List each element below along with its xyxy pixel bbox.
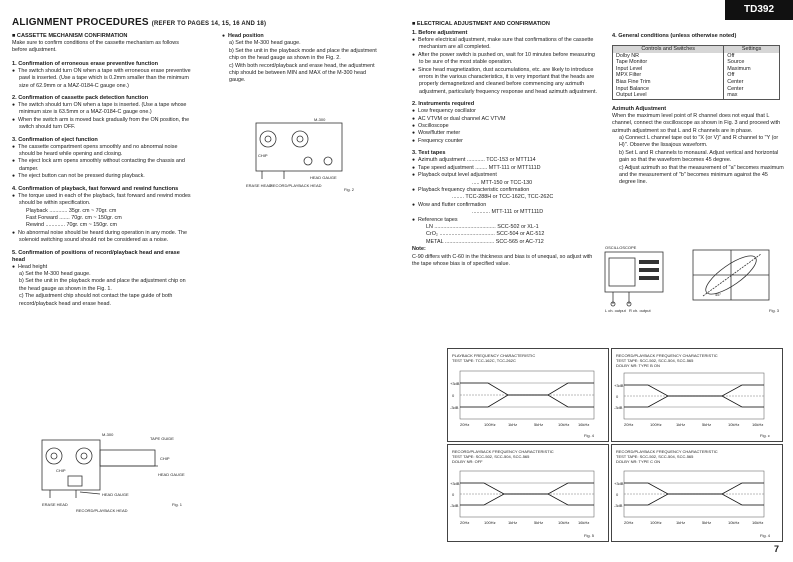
graph-caption: Fig. c (760, 433, 770, 438)
section-heading: 5. Confirmation of positions of record/playback head and erase head (12, 249, 180, 263)
table-row: Input Level Maximum (613, 66, 780, 73)
table-header: Controls and Switches (613, 46, 724, 53)
test-tape-cont: ............ MTT-111 or MTT111D (472, 209, 544, 216)
bullet: ● Before electrical adjustment, make sure that confirmations of the cassette mechanism are all completed. (412, 37, 600, 52)
x-tick: 16kHz (578, 520, 590, 525)
table-row: MPX Filter Off (613, 72, 780, 79)
bullet: ● When the switch arm is moved back gradually from the ON position, the switch should turn OFF. (12, 117, 192, 132)
x-tick: 100Hz (650, 422, 662, 427)
table-row: Tape Monitor Source (613, 59, 780, 66)
y-tick: -3dB (450, 405, 459, 410)
graph-svg (448, 445, 608, 541)
test-tape-item: ● Azimuth adjustment ............ TCC-153 or MTT114 (412, 157, 600, 164)
step-b: b) Set the unit in the playback mode and place the adjustment chip on the head gauge as shown in the Fig. 2. (229, 47, 377, 62)
note-heading: Note: (412, 246, 426, 253)
page-title: ALIGNMENT PROCEDURES (REFER TO PAGES 14, 15, 16 AND 18) (12, 17, 267, 28)
step-b: b) Set L and R channels to monaural. Adjust vertical and horizontal gain so that the waveform becomes 45 degree. (619, 149, 779, 164)
rp-head-label: RECORD/PLAYBACK HEAD (270, 183, 322, 188)
page-number: 7 (773, 544, 779, 554)
graph-svg (448, 349, 608, 441)
deg-label: 45° (715, 292, 722, 297)
bullet: ● The eject lock arm opens smoothly without contacting the chassis and damper. (12, 158, 192, 173)
column-mechanism (12, 33, 192, 308)
conditions-table (612, 45, 780, 100)
bullet: ● Head position (222, 33, 380, 40)
graph-subtitle: TEST TAPE: SCC-502, SCC-504, SCC-565 (616, 454, 694, 459)
test-tape-item: ● Wow and flutter confirmation (412, 202, 600, 209)
graph-subtitle: DOLBY NR: TYPE C ON (616, 459, 661, 464)
head-gauge-label: HEAD GAUGE (102, 492, 129, 497)
instrument-item: ● Wow/flutter meter (412, 130, 600, 137)
x-tick: 5kHz (534, 520, 544, 525)
x-tick: 1kHz (676, 520, 686, 525)
test-tape-item: ● Tape speed adjustment ........ MTT-111 or MTT111D (412, 165, 600, 172)
graph-caption: Fig. 4 (760, 533, 771, 538)
x-tick: 5kHz (702, 520, 712, 525)
step-a: a) Set the M-300 head gauge. (19, 270, 91, 277)
y-tick: +3dB (614, 481, 624, 486)
x-tick: 1kHz (508, 422, 518, 427)
bullet: ● No abnormal noise should be heard during operation in any mode. The solenoid switching sound should not be considered as a noise. (12, 230, 192, 245)
step-a: a) Set the M-300 head gauge. (229, 40, 301, 47)
torque-playback: Playback ............ 35gr. cm ~ 70gr. cm (26, 207, 117, 214)
rch-label: R ch. output (629, 308, 651, 313)
section-heading: 1. Confirmation of erroneous erase preventive function (12, 60, 159, 67)
instrument-item: ● Oscilloscope (412, 123, 600, 130)
torque-rewind: Rewind ............. 70gr. cm ~ 150gr. cm (26, 222, 117, 229)
section-heading: ■ CASSETTE MECHANISM CONFIRMATION (12, 33, 128, 39)
bullet: ● Reference tapes (412, 217, 600, 224)
column-electrical (412, 21, 600, 268)
step-b: b) Set the unit in the playback mode and place the adjustment chip on the head gauge as shown in the Fig. 1. (19, 278, 186, 292)
x-tick: 10kHz (558, 422, 570, 427)
test-tape-item: ● Playback output level adjustment (412, 172, 600, 179)
y-tick: -3dB (450, 503, 459, 508)
y-tick: 0 (452, 393, 455, 398)
figure-3 (603, 244, 789, 318)
x-tick: 5kHz (702, 422, 712, 427)
section-heading: Azimuth Adjustment (612, 105, 667, 112)
section-heading: 2. Confirmation of cassette pack detection function (12, 95, 149, 102)
section-heading: 3. Confirmation of eject function (12, 136, 98, 143)
osc-label: OSCILLOSCOPE (605, 245, 637, 250)
graph-subtitle: TEST TAPE: SCC-502, SCC-504, SCC-565 (452, 454, 530, 459)
graph-title: RECORD/PLAYBACK FREQUENCY CHARACTERISTIC (616, 353, 718, 358)
graph-subtitle: DOLBY NR: OFF (452, 459, 483, 464)
rp-head-label: RECORD/PLAYBACK HEAD (76, 508, 128, 513)
x-tick: 5kHz (534, 422, 544, 427)
page-tab: TD392 (725, 0, 793, 20)
ref-tape-cro2: CrO₂ ..................................... SCC-504 or AC-512 (426, 231, 545, 238)
graph-panel-1 (447, 348, 609, 442)
bullet: ● The cassette compartment opens smoothly and no abnormal noise should be heard while opening and closing. (12, 144, 192, 159)
bullet: ● Head height (12, 264, 192, 271)
erase-head-label: ERASE HEAD (246, 183, 272, 188)
graph-panel-2 (611, 348, 783, 442)
head-gauge-diagram-2 (240, 115, 365, 195)
x-tick: 100Hz (650, 520, 662, 525)
section-heading: 4. Confirmation of playback, fast forward and rewind functions (12, 185, 179, 192)
table-row: Input Balance Center (613, 86, 780, 93)
test-tape-cont: ........ TCC-288H or TCC-162C, TCC-262C (452, 194, 554, 201)
erase-head-label: ERASE HEAD (42, 502, 68, 507)
paragraph: When the maximum level point of R channel does not equal that L channel, connect the oscilloscope as shown in Fig. 3 and proceed with azimuth adjustment so that L and R channels are in phase. (612, 112, 781, 134)
torque-ff: Fast Forward ....... 70gr. cm ~ 150gr. cm (26, 214, 122, 221)
step-a: a) Connect L channel tape out to "X (or V)" and R channel to "Y (or H)". Observe the lissajous waveform. (619, 134, 779, 149)
x-tick: 10kHz (728, 422, 740, 427)
y-tick: 0 (452, 492, 455, 497)
instrument-item: ● Low frequency oscillator (412, 108, 600, 115)
tape-guide-label: TAPE GUIDE (150, 436, 174, 441)
y-tick: +3dB (450, 381, 460, 386)
x-tick: 20Hz (460, 422, 470, 427)
graph-subtitle: DOLBY NR: TYPE B ON (616, 363, 660, 368)
m300-label: M-300 (314, 117, 326, 122)
x-tick: 20Hz (624, 422, 634, 427)
head-gauge-label-right: HEAD GAUGE (158, 472, 185, 477)
graph-title: RECORD/PLAYBACK FREQUENCY CHARACTERISTIC (616, 449, 718, 454)
chip-label: CHIP (160, 456, 170, 461)
ref-tape-ln: LN ......................................... SCC-502 or XL-1 (426, 223, 539, 230)
graph-svg (612, 349, 782, 441)
oscilloscope-diagram (603, 244, 789, 318)
table-row: Dolby NR Off (613, 53, 780, 60)
m300-label: M-300 (102, 432, 114, 437)
column-conditions (612, 33, 784, 187)
x-tick: 16kHz (752, 520, 764, 525)
x-tick: 1kHz (508, 520, 518, 525)
section-heading: 3. Test tapes (412, 150, 446, 157)
ref-tape-metal: METAL ................................. SCC-565 or AC-712 (426, 238, 544, 245)
graph-caption: Fig. 5 (584, 533, 595, 538)
step-c: c) With both record/playback and erase head, the adjustment chip should be between MIN and MAX of the M-300 head gauge. (229, 62, 375, 84)
paragraph: Make sure to confirm conditions of the cassette mechanism as follows before adjustment. (12, 40, 179, 54)
figure-2 (240, 115, 365, 195)
x-tick: 1kHz (676, 422, 686, 427)
x-tick: 16kHz (752, 422, 764, 427)
step-c: c) The adjustment chip should not contact the tape guide of both record/playback head and erase head. (19, 293, 173, 307)
figure-1 (40, 428, 205, 518)
graph-subtitle: TEST TAPE: SCC-502, SCC-504, SCC-565 (616, 358, 694, 363)
bullet: ● The torque used in each of the playback, fast forward and rewind modes should be within specification. (12, 193, 192, 208)
head-gauge-label: HEAD GAUGE (310, 175, 337, 180)
y-tick: 0 (616, 394, 619, 399)
x-tick: 20Hz (624, 520, 634, 525)
bullet: ● After the power switch is pushed on, wait for 10 minutes before measuring to be sure of the most stable operation. (412, 52, 600, 67)
y-tick: +3dB (450, 481, 460, 486)
bullet: ● Since head magnetization, dust accumulations, etc. are likely to introduce errors in the various characteristics, it is very important that the heads are properly demagnetized and cleaned before commencing any azimuth adjustment, particularly frequency response and head azimuth adjustment. (412, 67, 600, 97)
test-tape-cont: ..... MTT-150 or TCC-130 (472, 179, 533, 186)
graph-panel-4 (611, 444, 783, 542)
x-tick: 10kHz (558, 520, 570, 525)
x-tick: 10kHz (728, 520, 740, 525)
section-heading: ■ ELECTRICAL ADJUSTMENT AND CONFIRMATION (412, 21, 550, 27)
y-tick: +3dB (614, 383, 624, 388)
y-tick: -3dB (614, 405, 623, 410)
instrument-item: ● AC VTVM or dual channel AC VTVM (412, 116, 600, 123)
graph-panel-3 (447, 444, 609, 542)
instrument-item: ● Frequency counter (412, 138, 600, 145)
chip-label: CHIP (258, 153, 268, 158)
graph-title: PLAYBACK FREQUENCY CHARACTERISTIC (452, 353, 536, 358)
x-tick: 100Hz (484, 520, 496, 525)
chip-label-left: CHIP (56, 468, 66, 473)
graph-svg (612, 445, 782, 541)
bullet: ● The eject button can not be pressed during playback. (12, 173, 192, 180)
section-heading: 1. Before adjustment (412, 30, 468, 36)
x-tick: 100Hz (484, 422, 496, 427)
note-text: C-90 differs with C-60 in the thickness and bias is of unequal, so adjust with the tape whose bias is of specified value. (412, 253, 593, 267)
step-c: c) Adjust azimuth so that the measurement of "a" becomes maximum and the measurement of "b" becomes minimum against the 45 degree line. (619, 164, 784, 186)
table-header: Settings (741, 46, 762, 52)
table-row: Bias Fine Trim Center (613, 79, 780, 86)
test-tape-item: ● Playback frequency characteristic confirmation (412, 187, 600, 194)
fig2-caption: Fig. 2 (344, 187, 355, 192)
lch-label: L ch. output (605, 308, 626, 313)
table-row: Output Level max (613, 92, 780, 99)
y-tick: 0 (616, 492, 619, 497)
bullet: ● The switch should turn ON when a tape with erroneous erase preventive pawl is inserted. (Use a tape which is 0.2mm smaller than the minimum size of 62.9mm or a MAZ-0184-C gauge one.) (12, 68, 192, 90)
x-tick: 20Hz (460, 520, 470, 525)
graph-subtitle: TEST TAPE: TCC-162C, TCC-262C (452, 358, 516, 363)
column-head-position (222, 33, 380, 85)
head-gauge-diagram-1 (40, 428, 205, 518)
fig3-caption: Fig. 3 (769, 308, 780, 313)
bullet: ● The switch should turn ON when a tape is inserted. (Use a tape whose minimum size is 63.5mm or a MAZ-0184-C gauge one.) (12, 102, 192, 117)
section-heading: 2. Instruments required (412, 101, 475, 108)
y-tick: -3dB (614, 503, 623, 508)
fig1-caption: Fig. 1 (172, 502, 183, 507)
graph-title: RECORD/PLAYBACK FREQUENCY CHARACTERISTIC (452, 449, 554, 454)
section-heading: 4. General conditions (unless otherwise noted) (612, 33, 737, 39)
graph-caption: Fig. 4 (584, 433, 595, 438)
x-tick: 16kHz (578, 422, 590, 427)
